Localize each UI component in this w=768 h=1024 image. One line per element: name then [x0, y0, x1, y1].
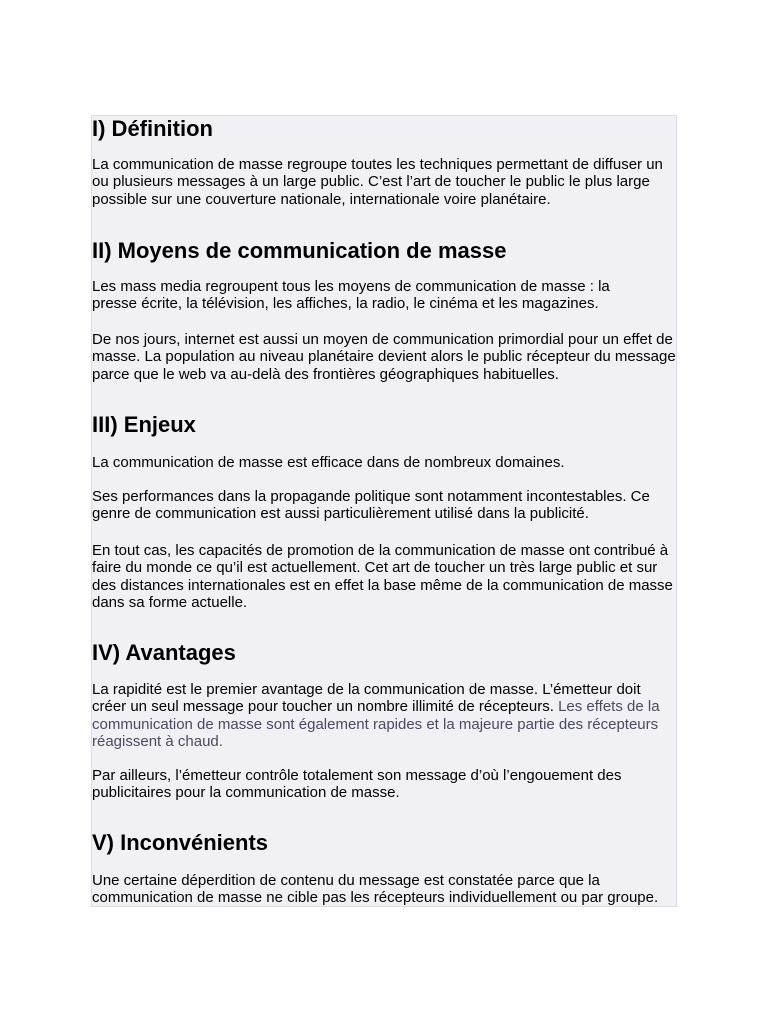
section-inconvenients — [92, 830, 268, 856]
document-page — [91, 115, 677, 907]
paragraph-enjeux-3: En tout cas, les capacités de promotion de la communication de masse ont contribué à faire du monde ce qu’il est actuellement. Cet art de toucher un très large public et sur des distances internationales est en effet la base même de la communication de masse dans sa forme actuelle. — [92, 542, 673, 611]
paragraph-avantages-1-text: La rapidité est le premier avantage de la communication de masse. L’émetteur doit créer un seul message pour toucher un nombre illimité de récepteurs. — [92, 681, 641, 716]
paragraph-moyens-2: De nos jours, internet est aussi un moyen de communication primordial pour un effet de masse. La population au niveau planétaire devient alors le public récepteur du message parce que le web va au-delà des frontières géographiques habituelles. — [92, 331, 676, 383]
paragraph-enjeux-1: La communication de masse est efficace dans de nombreux domaines. — [92, 454, 565, 471]
section-title-definition: I) Définition — [92, 116, 213, 141]
section-avantages-body-2 — [92, 767, 678, 802]
section-title-inconvenients: V) Inconvénients — [92, 830, 269, 855]
section-enjeux-body — [92, 454, 678, 471]
section-definition-body — [92, 156, 678, 208]
section-avantages-body — [92, 681, 678, 750]
section-title-avantages: IV) Avantages — [92, 640, 236, 665]
section-moyens-body-2 — [92, 331, 678, 383]
paragraph-enjeux-2: Ses performances dans la propagande politique sont notamment incontestables. Ce genre de communication est aussi particulièrement utilisé dans la publicité. — [92, 488, 650, 523]
section-inconvenients-body — [92, 872, 678, 907]
section-enjeux — [92, 412, 196, 438]
paragraph-moyens-1: Les mass media regroupent tous les moyens de communication de masse : la presse écrite, la télévision, les affiches, la radio, le cinéma et les magazines. — [92, 278, 610, 313]
section-title-moyens: II) Moyens de communication de masse — [92, 238, 507, 263]
section-definition — [92, 116, 213, 142]
paragraph-definition: La communication de masse regroupe toutes les techniques permettant de diffuser un ou plusieurs messages à un large public. C’est l’art de toucher le public le plus large possible sur une couverture nationale, internationale voire planétaire. — [92, 156, 663, 208]
section-enjeux-body-2 — [92, 488, 678, 523]
section-enjeux-body-3 — [92, 542, 678, 611]
paragraph-avantages-1 — [92, 681, 678, 750]
paragraph-avantages-1-muted: Les effets de la communication de masse sont également rapides et la majeure partie des récepteurs réagissent à chaud. — [92, 698, 660, 750]
paragraph-avantages-2: Par ailleurs, l’émetteur contrôle totalement son message d’où l’engouement des publicitaires pour la communication de masse. — [92, 767, 622, 802]
section-moyens-body — [92, 278, 678, 313]
section-moyens — [92, 238, 506, 264]
section-avantages — [92, 640, 236, 666]
paragraph-inconvenients: Une certaine déperdition de contenu du message est constatée parce que la communication de masse ne cible pas les récepteurs individuellement ou par groupe. — [92, 872, 659, 907]
section-title-enjeux: III) Enjeux — [92, 412, 196, 437]
